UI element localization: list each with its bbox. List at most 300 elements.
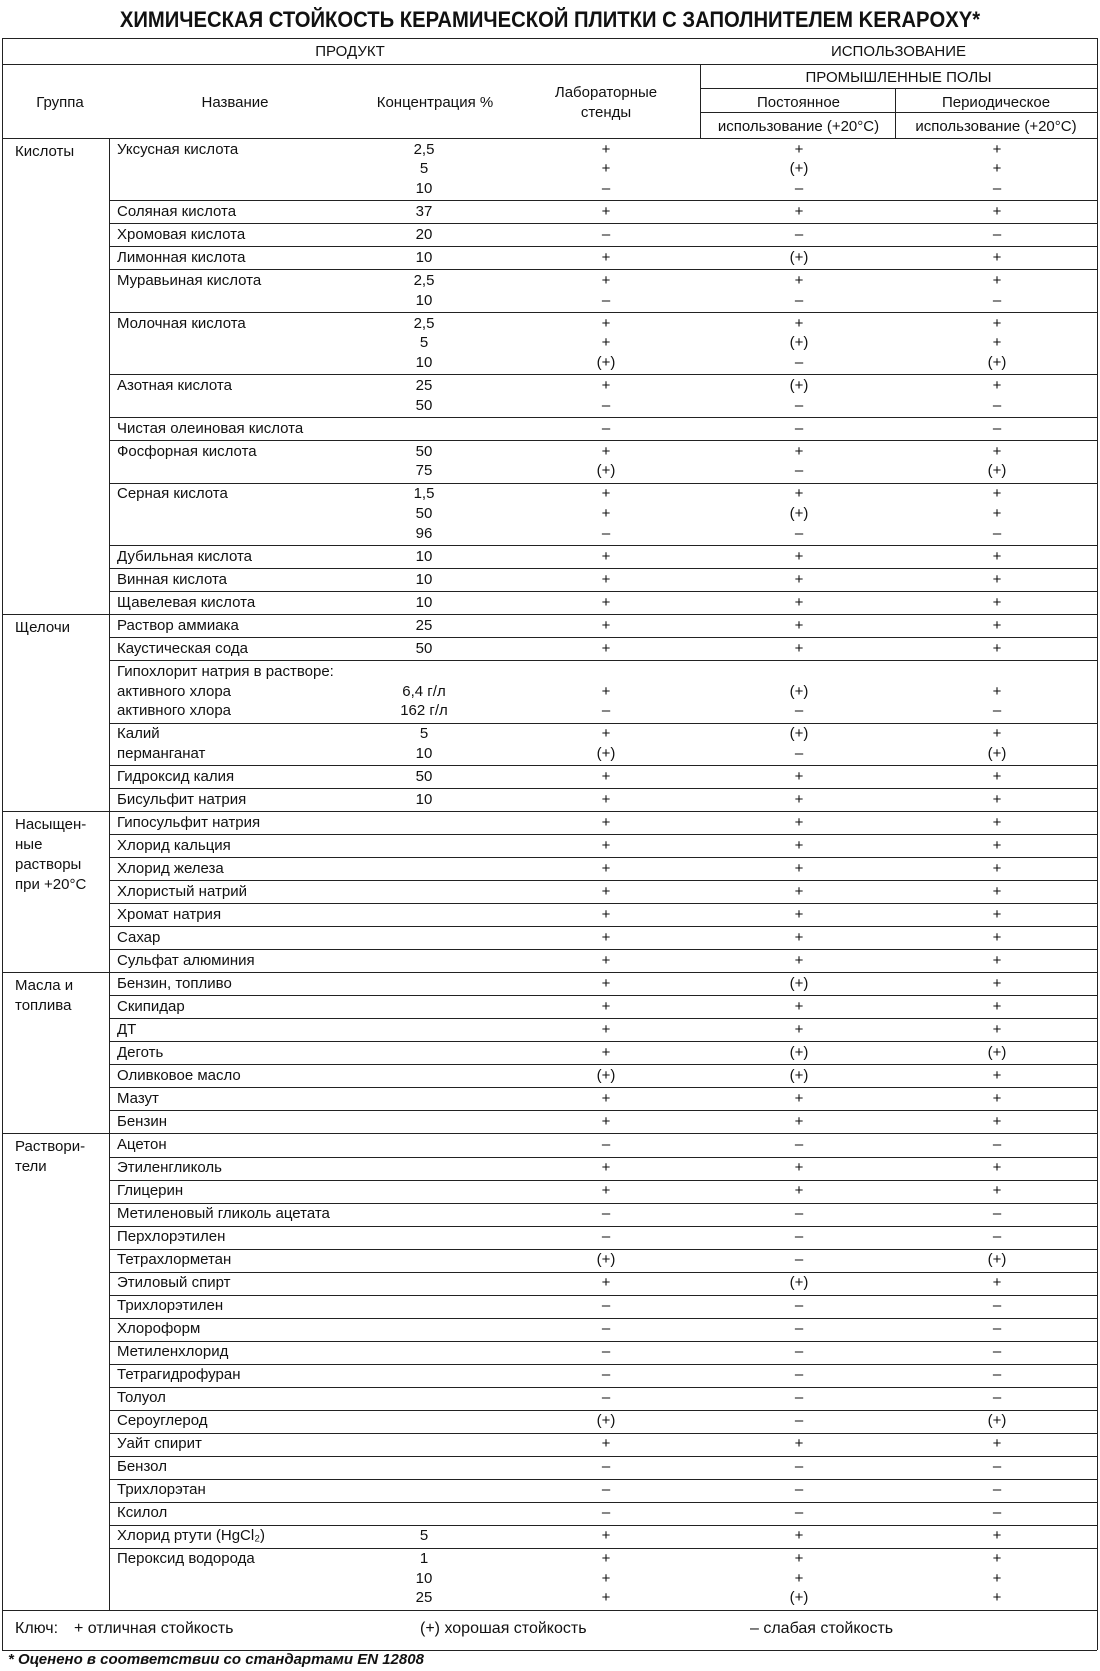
periodic-use-rating: + bbox=[992, 547, 1002, 565]
product-name: Хромовая кислота bbox=[117, 225, 246, 243]
product-name: Пероксид водорода bbox=[117, 1550, 255, 1568]
lab-stand-rating: + bbox=[601, 905, 611, 923]
periodic-use-rating: – bbox=[992, 1366, 1002, 1384]
periodic-use-rating: + bbox=[992, 1020, 1002, 1038]
lab-stand-rating: – bbox=[601, 1458, 611, 1476]
frame-left bbox=[2, 38, 3, 1650]
concentration-value: 50 bbox=[415, 396, 433, 414]
lab-stand-rating: – bbox=[601, 1136, 611, 1153]
lab-stand-rating: + bbox=[601, 485, 611, 503]
lab-stand-rating: + bbox=[601, 160, 611, 178]
permanent-use-rating: – bbox=[794, 225, 804, 243]
group-label-line: Щелочи bbox=[15, 619, 71, 637]
permanent-use-rating: – bbox=[794, 1205, 804, 1223]
permanent-use-rating: – bbox=[794, 1412, 804, 1430]
periodic-use-rating: + bbox=[992, 485, 1002, 503]
group-label-line: ные bbox=[15, 836, 43, 854]
permanent-use-rating: (+) bbox=[789, 1589, 809, 1607]
item-divider bbox=[109, 568, 1097, 569]
permanent-use-rating: + bbox=[794, 1527, 804, 1545]
periodic-use-rating: + bbox=[992, 639, 1002, 657]
concentration-value: 10 bbox=[415, 593, 433, 611]
item-divider bbox=[109, 1318, 1097, 1319]
periodic-use-rating: (+) bbox=[987, 744, 1007, 762]
product-name: Хлороформ bbox=[117, 1320, 201, 1338]
periodic-use-rating: – bbox=[992, 524, 1002, 542]
header-periodic-temp: использование (+20°C) bbox=[915, 118, 1077, 135]
concentration-value: 96 bbox=[415, 524, 433, 542]
periodic-use-rating: – bbox=[992, 1320, 1002, 1338]
periodic-use-rating: + bbox=[992, 859, 1002, 877]
product-name: Гидроксид калия bbox=[117, 767, 235, 785]
header-permanent: Постоянное bbox=[756, 94, 841, 111]
product-name: ДТ bbox=[117, 1020, 137, 1038]
product-name: Чистая олеиновая кислота bbox=[117, 419, 304, 437]
header-bottom bbox=[2, 138, 1097, 139]
product-name: Калий bbox=[117, 725, 160, 743]
group-label bbox=[15, 1137, 105, 1177]
header-group: Группа bbox=[36, 94, 84, 111]
periodic-use-rating: + bbox=[992, 725, 1002, 743]
group-label-line: при +20°C bbox=[15, 876, 87, 894]
concentration-value: 25 bbox=[415, 1589, 433, 1607]
group-label-line: Раствори- bbox=[15, 1138, 86, 1156]
lab-stand-rating: + bbox=[601, 314, 611, 332]
lab-stand-rating: + bbox=[601, 882, 611, 900]
header-concentration: Концентрация % bbox=[376, 94, 494, 111]
lab-stand-rating: + bbox=[601, 767, 611, 785]
page-title: ХИМИЧЕСКАЯ СТОЙКОСТЬ КЕРАМИЧЕСКОЙ ПЛИТКИ С ЗАПОЛНИТЕЛЕМ KERAPOXY* bbox=[119, 7, 981, 32]
item-divider bbox=[109, 995, 1097, 996]
item-divider bbox=[109, 1064, 1097, 1065]
product-name-continued: активного хлора bbox=[117, 682, 232, 700]
header-lab-line2: стенды bbox=[580, 104, 632, 121]
permanent-use-rating: – bbox=[794, 396, 804, 414]
periodic-use-rating: + bbox=[992, 928, 1002, 946]
periodic-use-rating: + bbox=[992, 997, 1002, 1015]
lab-stand-rating: – bbox=[601, 1205, 611, 1223]
product-name: Трихлорэтан bbox=[117, 1481, 206, 1499]
lab-stand-rating: + bbox=[601, 859, 611, 877]
group-column-divider bbox=[109, 972, 110, 1133]
group-column-divider bbox=[109, 811, 110, 972]
permanent-use-rating: + bbox=[794, 767, 804, 785]
item-divider bbox=[109, 723, 1097, 724]
product-name: Глицерин bbox=[117, 1182, 184, 1199]
periodic-use-rating: + bbox=[992, 974, 1002, 992]
lab-stand-rating: + bbox=[601, 1020, 611, 1038]
group-divider bbox=[2, 1133, 1097, 1134]
lab-stand-rating: (+) bbox=[596, 462, 616, 480]
permanent-use-rating: – bbox=[794, 702, 804, 720]
periodic-use-rating: – bbox=[992, 702, 1002, 720]
permanent-use-rating: (+) bbox=[789, 682, 809, 700]
key-prefix: Ключ: bbox=[15, 1620, 59, 1637]
periodic-use-rating: (+) bbox=[987, 462, 1007, 480]
group-label-line: тели bbox=[15, 1158, 47, 1176]
product-name: Бензол bbox=[117, 1458, 167, 1476]
header-divider bbox=[2, 64, 1097, 65]
concentration-value: 1,5 bbox=[413, 485, 435, 503]
group-divider bbox=[2, 811, 1097, 812]
item-divider bbox=[109, 374, 1097, 375]
permanent-use-rating: + bbox=[794, 639, 804, 657]
concentration-value: 2,5 bbox=[413, 140, 435, 158]
lab-stand-rating: + bbox=[601, 1182, 611, 1199]
periodic-use-rating: – bbox=[992, 1481, 1002, 1499]
product-name: Сульфат алюминия bbox=[117, 951, 255, 969]
item-divider bbox=[109, 440, 1097, 441]
lab-stand-rating: – bbox=[601, 179, 611, 197]
lab-stand-rating: + bbox=[601, 790, 611, 808]
lab-stand-rating: + bbox=[601, 951, 611, 969]
product-name: Ксилол bbox=[117, 1504, 168, 1522]
permanent-use-rating: + bbox=[794, 616, 804, 634]
product-name: Фосфорная кислота bbox=[117, 442, 257, 460]
lab-stand-rating: – bbox=[601, 1389, 611, 1407]
permanent-use-rating: + bbox=[794, 790, 804, 808]
item-divider bbox=[109, 1295, 1097, 1296]
product-name: Метиленовый гликоль ацетата bbox=[117, 1205, 330, 1223]
permanent-use-rating: + bbox=[794, 570, 804, 588]
item-divider bbox=[109, 246, 1097, 247]
product-name: Раствор аммиака bbox=[117, 616, 239, 634]
concentration-value: 2,5 bbox=[413, 314, 435, 332]
lab-stand-rating: – bbox=[601, 291, 611, 309]
title-divider bbox=[2, 38, 1097, 39]
permanent-use-rating: – bbox=[794, 419, 804, 437]
product-name: Уайт спирит bbox=[117, 1435, 202, 1453]
periodic-use-rating: + bbox=[992, 616, 1002, 634]
permanent-use-rating: + bbox=[794, 1550, 804, 1568]
periodic-use-rating: + bbox=[992, 376, 1002, 394]
lab-stand-rating: – bbox=[601, 1320, 611, 1338]
footnote: * Оценено в соответствии со стандартами EN 12808 bbox=[8, 1651, 424, 1668]
permanent-use-rating: – bbox=[794, 1481, 804, 1499]
periodic-use-rating: – bbox=[992, 396, 1002, 414]
periodic-use-rating: – bbox=[992, 1205, 1002, 1223]
item-divider bbox=[109, 1110, 1097, 1111]
product-name: Деготь bbox=[117, 1043, 164, 1061]
periodic-use-rating: + bbox=[992, 1159, 1002, 1176]
product-name: Сероуглерод bbox=[117, 1412, 208, 1430]
header-lab-line1: Лабораторные bbox=[554, 84, 658, 101]
lab-stand-rating: + bbox=[601, 1089, 611, 1107]
lab-stand-rating: – bbox=[601, 1343, 611, 1361]
permanent-use-rating: + bbox=[794, 547, 804, 565]
periodic-use-rating: – bbox=[992, 1458, 1002, 1476]
product-name: Винная кислота bbox=[117, 570, 228, 588]
lab-stand-rating: (+) bbox=[596, 1251, 616, 1269]
product-name-continued: перманганат bbox=[117, 744, 206, 762]
periodic-use-rating: (+) bbox=[987, 1412, 1007, 1430]
item-divider bbox=[109, 1410, 1097, 1411]
item-divider bbox=[109, 1226, 1097, 1227]
item-divider bbox=[109, 1087, 1097, 1088]
permanent-use-rating: + bbox=[794, 314, 804, 332]
permanent-use-rating: (+) bbox=[789, 505, 809, 523]
lab-stand-rating: + bbox=[601, 725, 611, 743]
product-name: Бисульфит натрия bbox=[117, 790, 247, 808]
item-divider bbox=[109, 1272, 1097, 1273]
lab-stand-rating: + bbox=[601, 616, 611, 634]
item-divider bbox=[109, 1041, 1097, 1042]
periodic-use-rating: + bbox=[992, 682, 1002, 700]
concentration-value: 10 bbox=[415, 790, 433, 808]
permanent-use-rating: + bbox=[794, 951, 804, 969]
group-label bbox=[15, 618, 105, 638]
group-label-line: Кислоты bbox=[15, 143, 75, 160]
concentration-value: 10 bbox=[415, 570, 433, 588]
concentration-value: 5 bbox=[419, 725, 429, 743]
periodic-use-rating: – bbox=[992, 1228, 1002, 1246]
periodic-use-rating: + bbox=[992, 836, 1002, 854]
product-name: Муравьиная кислота bbox=[117, 271, 262, 289]
lab-stand-rating: – bbox=[601, 524, 611, 542]
permanent-use-rating: + bbox=[794, 882, 804, 900]
permanent-use-rating: – bbox=[794, 179, 804, 197]
group-label bbox=[15, 142, 105, 162]
header-name: Название bbox=[201, 94, 269, 111]
product-name: Ацетон bbox=[117, 1136, 167, 1153]
product-name: Толуол bbox=[117, 1389, 166, 1407]
product-name: Тетрахлорметан bbox=[117, 1251, 232, 1269]
product-name: Лимонная кислота bbox=[117, 248, 246, 266]
periodic-use-rating: + bbox=[992, 314, 1002, 332]
product-name: Гипохлорит натрия в растворе: bbox=[117, 662, 334, 680]
lab-stand-rating: + bbox=[601, 1589, 611, 1607]
permanent-use-rating: + bbox=[794, 1020, 804, 1038]
item-divider bbox=[109, 545, 1097, 546]
periodic-use-rating: (+) bbox=[987, 1251, 1007, 1269]
permanent-use-rating: + bbox=[794, 485, 804, 503]
concentration-value: 10 bbox=[415, 1569, 433, 1587]
lab-stand-rating: – bbox=[601, 419, 611, 437]
concentration-value: 75 bbox=[415, 462, 433, 480]
item-divider bbox=[109, 1249, 1097, 1250]
header-permanent-temp: использование (+20°C) bbox=[717, 118, 880, 135]
concentration-value: 5 bbox=[419, 1527, 429, 1545]
product-name: Уксусная кислота bbox=[117, 140, 239, 158]
periodic-use-rating: + bbox=[992, 1182, 1002, 1199]
lab-stand-rating: – bbox=[601, 1228, 611, 1246]
key-weak: – слабая стойкость bbox=[750, 1620, 894, 1637]
periodic-use-rating: + bbox=[992, 1274, 1002, 1292]
permanent-use-rating: + bbox=[794, 1182, 804, 1199]
concentration-value: 50 bbox=[415, 767, 433, 785]
periodic-use-rating: + bbox=[992, 271, 1002, 289]
periodic-use-rating: (+) bbox=[987, 353, 1007, 371]
lab-stand-rating: + bbox=[601, 682, 611, 700]
lab-stand-rating: + bbox=[601, 547, 611, 565]
permanent-use-rating: + bbox=[794, 1569, 804, 1587]
product-name: Сахар bbox=[117, 928, 161, 946]
header-periodic: Периодическое bbox=[941, 94, 1051, 111]
periodic-use-rating: – bbox=[992, 419, 1002, 437]
periodic-use-rating: – bbox=[992, 1389, 1002, 1407]
periodic-use-rating: – bbox=[992, 225, 1002, 243]
product-name: Каустическая сода bbox=[117, 639, 248, 657]
permanent-use-rating: – bbox=[794, 1389, 804, 1407]
item-divider bbox=[109, 1502, 1097, 1503]
concentration-value: 10 bbox=[415, 248, 433, 266]
permanent-use-rating: + bbox=[794, 442, 804, 460]
permanent-use-rating: (+) bbox=[789, 160, 809, 178]
item-divider bbox=[109, 312, 1097, 313]
permanent-use-rating: – bbox=[794, 1228, 804, 1246]
concentration-value: 162 г/л bbox=[400, 702, 448, 720]
permanent-use-rating: + bbox=[794, 1089, 804, 1107]
item-divider bbox=[109, 223, 1097, 224]
concentration-value: 1 bbox=[419, 1550, 429, 1568]
periodic-use-rating: – bbox=[992, 1504, 1002, 1522]
product-name: Этиловый спирт bbox=[117, 1274, 231, 1292]
concentration-value: 10 bbox=[415, 291, 433, 309]
product-name: Метиленхлорид bbox=[117, 1343, 229, 1361]
lab-stand-rating: + bbox=[601, 202, 611, 220]
group-divider bbox=[2, 972, 1097, 973]
item-divider bbox=[109, 591, 1097, 592]
product-name: Молочная кислота bbox=[117, 314, 246, 332]
permanent-use-rating: – bbox=[794, 524, 804, 542]
concentration-value: 10 bbox=[415, 353, 433, 371]
header-usage: ИСПОЛЬЗОВАНИЕ bbox=[830, 43, 967, 60]
lab-stand-rating: + bbox=[601, 836, 611, 854]
periodic-use-rating: – bbox=[992, 1343, 1002, 1361]
concentration-value: 25 bbox=[415, 376, 433, 394]
lab-stand-rating: + bbox=[601, 505, 611, 523]
item-divider bbox=[109, 880, 1097, 881]
permanent-use-rating: + bbox=[794, 202, 804, 220]
periodic-use-rating: + bbox=[992, 570, 1002, 588]
periodic-use-rating: + bbox=[992, 905, 1002, 923]
periodic-use-rating: – bbox=[992, 179, 1002, 197]
periodic-use-rating: + bbox=[992, 505, 1002, 523]
lab-stand-rating: (+) bbox=[596, 744, 616, 762]
periodic-use-rating: + bbox=[992, 951, 1002, 969]
lab-stand-rating: (+) bbox=[596, 353, 616, 371]
item-divider bbox=[109, 660, 1097, 661]
permanent-use-rating: (+) bbox=[789, 974, 809, 992]
item-divider bbox=[109, 788, 1097, 789]
item-divider bbox=[109, 1157, 1097, 1158]
product-name: Бензин, топливо bbox=[117, 974, 232, 992]
item-divider bbox=[109, 269, 1097, 270]
item-divider bbox=[109, 926, 1097, 927]
periodic-use-rating: – bbox=[992, 291, 1002, 309]
lab-stand-rating: – bbox=[601, 702, 611, 720]
periodic-use-rating: + bbox=[992, 813, 1002, 831]
lab-stand-rating: + bbox=[601, 813, 611, 831]
concentration-value: 25 bbox=[415, 616, 433, 634]
item-divider bbox=[109, 857, 1097, 858]
permanent-use-rating: + bbox=[794, 140, 804, 158]
permanent-use-rating: + bbox=[794, 997, 804, 1015]
concentration-value: 37 bbox=[415, 202, 433, 220]
key-good: (+) хорошая стойкость bbox=[420, 1620, 587, 1637]
periodic-use-rating: + bbox=[992, 248, 1002, 266]
lab-stand-rating: + bbox=[601, 1527, 611, 1545]
permanent-use-rating: (+) bbox=[789, 1066, 809, 1084]
permanent-use-rating: (+) bbox=[789, 376, 809, 394]
item-divider bbox=[109, 1364, 1097, 1365]
lab-stand-rating: + bbox=[601, 570, 611, 588]
permanent-use-rating: – bbox=[794, 1366, 804, 1384]
periodic-use-rating: (+) bbox=[987, 1043, 1007, 1061]
group-column-divider bbox=[109, 614, 110, 811]
lab-stand-rating: – bbox=[601, 1504, 611, 1522]
periodic-use-rating: + bbox=[992, 593, 1002, 611]
permanent-use-rating: – bbox=[794, 744, 804, 762]
lab-stand-rating: + bbox=[601, 442, 611, 460]
product-name: Хлорид железа bbox=[117, 859, 224, 877]
lab-stand-rating: + bbox=[601, 997, 611, 1015]
permanent-use-rating: – bbox=[794, 1251, 804, 1269]
product-name: Трихлорэтилен bbox=[117, 1297, 224, 1315]
periodic-use-rating: + bbox=[992, 1527, 1002, 1545]
lab-stand-rating: + bbox=[601, 974, 611, 992]
permanent-use-rating: + bbox=[794, 836, 804, 854]
concentration-value: 50 bbox=[415, 442, 433, 460]
permanent-use-rating: + bbox=[794, 1159, 804, 1176]
group-label bbox=[15, 815, 105, 895]
item-divider bbox=[109, 1479, 1097, 1480]
periodic-use-rating: + bbox=[992, 1089, 1002, 1107]
lab-stand-rating: + bbox=[601, 639, 611, 657]
periodic-use-rating: + bbox=[992, 1066, 1002, 1084]
item-divider bbox=[109, 903, 1097, 904]
item-divider bbox=[109, 834, 1097, 835]
lab-stand-rating: + bbox=[601, 1569, 611, 1587]
lab-stand-rating: – bbox=[601, 225, 611, 243]
item-divider bbox=[109, 1341, 1097, 1342]
industrial-underline bbox=[700, 88, 1097, 89]
permanent-use-rating: + bbox=[794, 593, 804, 611]
permanent-use-rating: – bbox=[794, 291, 804, 309]
periodic-use-rating: + bbox=[992, 1112, 1002, 1130]
periodic-use-rating: + bbox=[992, 882, 1002, 900]
product-name: Тетрагидрофуран bbox=[117, 1366, 241, 1384]
permanent-use-rating: – bbox=[794, 1504, 804, 1522]
lab-stand-rating: + bbox=[601, 140, 611, 158]
periodic-use-rating: + bbox=[992, 160, 1002, 178]
item-divider bbox=[109, 949, 1097, 950]
lab-stand-rating: + bbox=[601, 1159, 611, 1176]
item-divider bbox=[109, 637, 1097, 638]
product-name: Оливковое масло bbox=[117, 1066, 241, 1084]
permanent-use-rating: (+) bbox=[789, 1043, 809, 1061]
lab-stand-rating: + bbox=[601, 1112, 611, 1130]
group-label-line: Насыщен- bbox=[15, 816, 87, 834]
lab-stand-rating: + bbox=[601, 1550, 611, 1568]
concentration-value: 6,4 г/л bbox=[402, 682, 446, 700]
permanent-use-rating: – bbox=[794, 1458, 804, 1476]
header-industrial-floors: ПРОМЫШЛЕННЫЕ ПОЛЫ bbox=[805, 69, 992, 86]
frame-right bbox=[1097, 38, 1098, 1650]
periodic-use-rating: + bbox=[992, 334, 1002, 352]
permanent-use-rating: + bbox=[794, 1435, 804, 1453]
permanent-use-rating: + bbox=[794, 271, 804, 289]
permanent-use-rating: + bbox=[794, 928, 804, 946]
item-divider bbox=[109, 1387, 1097, 1388]
lab-stand-rating: + bbox=[601, 376, 611, 394]
lab-stand-rating: + bbox=[601, 248, 611, 266]
permanent-use-rating: + bbox=[794, 859, 804, 877]
periodic-use-rating: + bbox=[992, 202, 1002, 220]
product-name: Хлорид ртути (HgCl₂) bbox=[117, 1527, 266, 1545]
usage-temp-divider bbox=[700, 112, 1097, 113]
concentration-value: 10 bbox=[415, 179, 433, 197]
